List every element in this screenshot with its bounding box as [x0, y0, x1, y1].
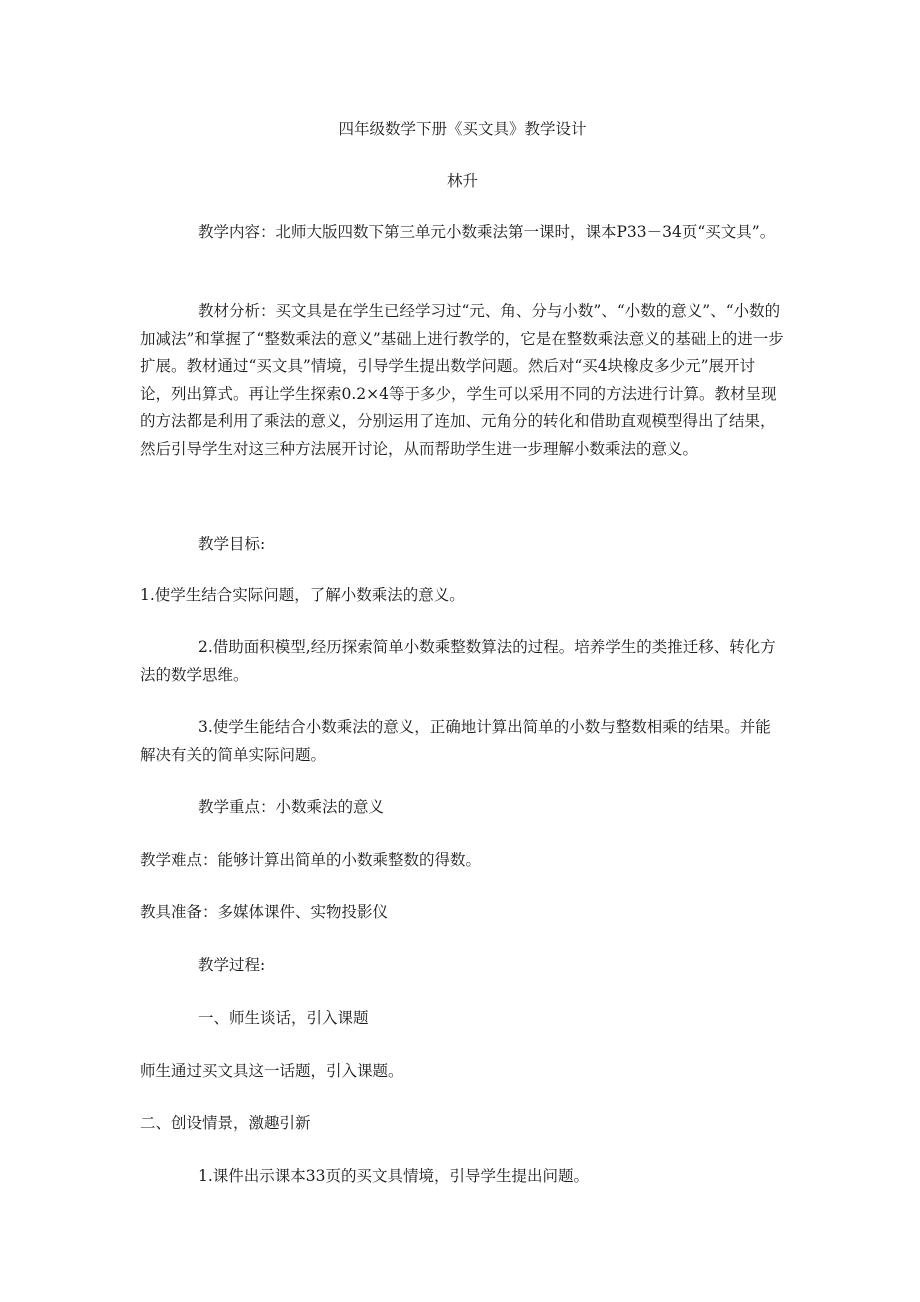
paragraph-teaching-aids: 教具准备：多媒体课件、实物投影仪: [140, 903, 389, 921]
document-author: 林升: [446, 172, 478, 190]
document-title: 四年级数学下册《买文具》教学设计: [338, 120, 587, 138]
paragraph-step-2-item-1: 1.课件出示课本33页的买文具情境，引导学生提出问题。: [198, 1167, 590, 1185]
paragraph-step-1-text: 师生通过买文具这一话题，引入课题。: [140, 1062, 404, 1080]
paragraph-teaching-content: 教学内容：北师大版四数下第三单元小数乘法第一课时，课本P33－34页“买文具”。: [198, 223, 776, 241]
paragraph-key-point: 教学重点：小数乘法的意义: [198, 798, 385, 816]
paragraph-objective-3: 3.使学生能结合小数乘法的意义，正确地计算出简单的小数与整数相乘的结果。并能解决有关的简单实际问题。: [140, 718, 771, 764]
paragraph-objectives-heading: 教学目标:: [198, 535, 266, 553]
paragraph-process-heading: 教学过程:: [198, 956, 266, 974]
paragraph-objective-1: 1.使学生结合实际问题，了解小数乘法的意义。: [140, 586, 465, 604]
paragraph-difficulty: 教学难点：能够计算出简单的小数乘整数的得数。: [140, 851, 482, 869]
paragraph-objective-2: 2.借助面积模型,经历探索简单小数乘整数算法的过程。培养学生的类推迁移、转化方法的数学思维。: [140, 638, 776, 684]
paragraph-material-analysis: 教材分析：买文具是在学生已经学习过“元、角、分与小数”、“小数的意义”、“小数的加减法”和掌握了“整数乘法的意义”基础上进行教学的，它是在整数乘法意义的基础上的进一步扩展。教材通过“买文具”情境，引导学生提出数学问题。然后对“买4块橡皮多少元”展开讨论，列出算式。再让学生探索0.2×4等于多少，学生可以采用不同的方法进行计算。教材呈现的方法都是利用了乘法的意义，分别运用了连加、元角分的转化和借助直观模型得出了结果，然后引导学生对这三种方法展开讨论，从而帮助学生进一步理解小数乘法的意义。: [140, 302, 784, 458]
paragraph-step-2-heading: 二、创设情景，激趣引新: [140, 1114, 311, 1132]
paragraph-step-1-heading: 一、师生谈话，引入课题: [198, 1009, 369, 1027]
